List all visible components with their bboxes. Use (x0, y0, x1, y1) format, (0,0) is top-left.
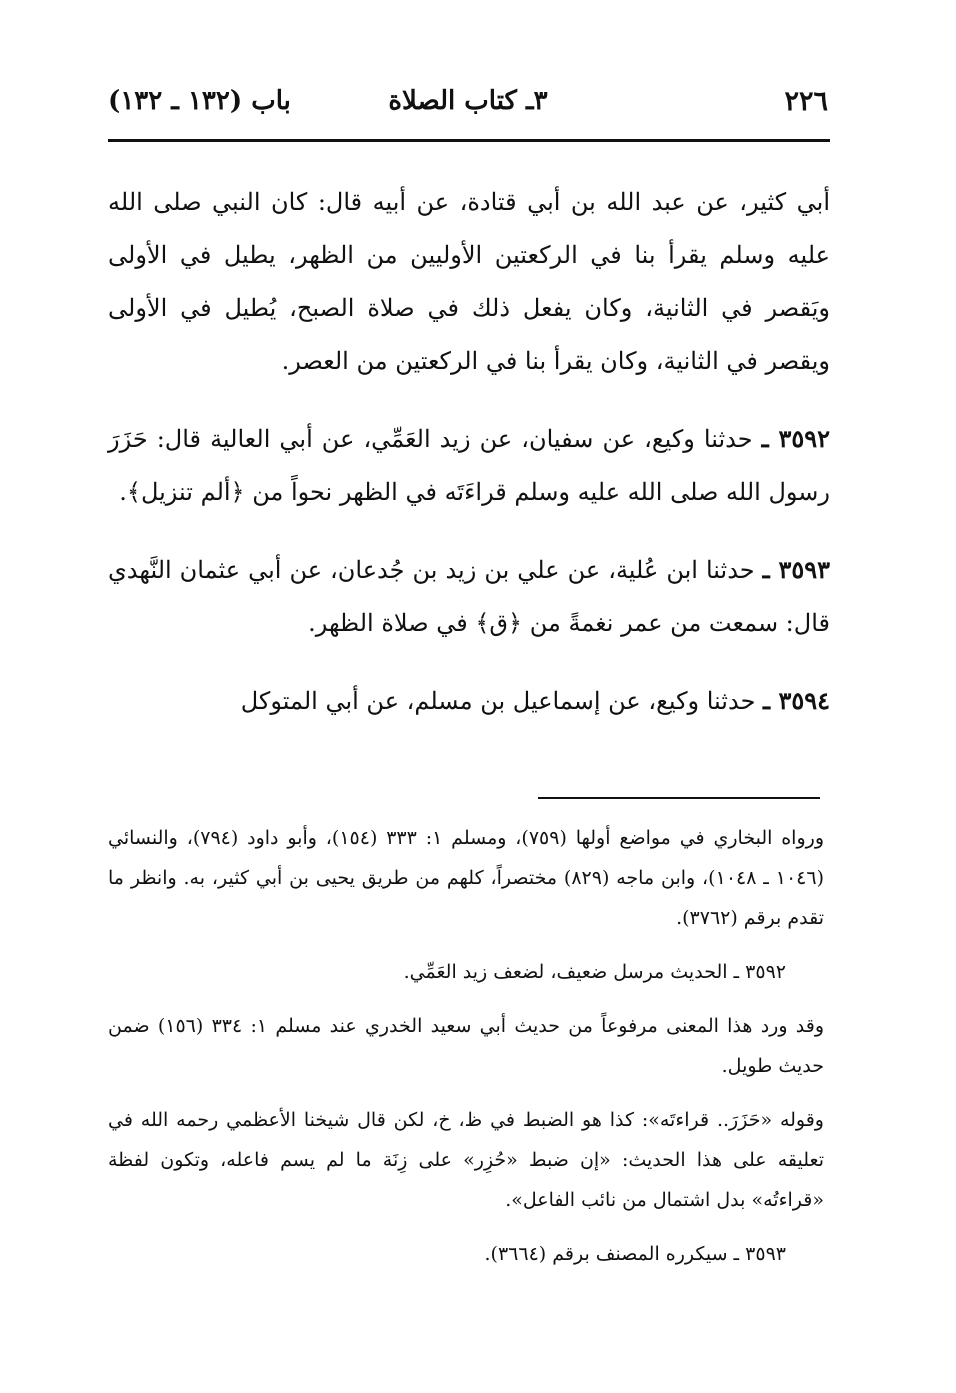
footnote-takhrij: ورواه البخاري في مواضع أولها (٧٥٩)، ومسلم ١: ٣٣٣ (١٥٤)، وأبو داود (٧٩٤)، والنسائي (١٠٤٦ ـ ١٠٤٨)، وابن ماجه (٨٢٩) مختصراً، كلهم من طريق يحيى بن أبي كثير، به. وانظر ما تقدم برقم (٣٧٦٢). (108, 827, 824, 929)
chapter-range: باب (١٣٢ ـ ١٣٢) (108, 86, 291, 116)
footnote-separator (538, 797, 820, 799)
hadith-text: حدثنا ابن عُلية، عن علي بن زيد بن جُدعان، عن أبي عثمان النَّهدي قال: سمعت من عمر نغمةً من ﴿ق﴾ في صلاة الظهر. (108, 556, 830, 637)
page-number: ٢٢٦ (784, 86, 828, 117)
footnote-3593: ٣٥٩٣ ـ سيكرره المصنف برقم (٣٦٦٤). (484, 1243, 786, 1265)
hadith-3594 (108, 674, 830, 728)
running-header (108, 86, 828, 126)
hadith-text: حدثنا وكيع، عن سفيان، عن زيد العَمِّي، عن أبي العالية قال: حَزَرَ رسول الله صلى الله عليه وسلم قراءَتَه في الظهر نحواً من ﴿ألم تنزيل﴾. (108, 425, 830, 506)
hadith-number: ٣٥٩٣ ـ (762, 555, 830, 584)
hadith-text: حدثنا وكيع، عن إسماعيل بن مسلم، عن أبي المتوكل (240, 687, 756, 715)
header-rule (108, 139, 830, 142)
footnotes (108, 818, 824, 1288)
hadith-3592 (108, 412, 830, 519)
hadith-3593 (108, 543, 830, 650)
footnote-3592-note: وقد ورد هذا المعنى مرفوعاً من حديث أبي سعيد الخدري عند مسلم ١: ٣٣٤ (١٥٦) ضمن حديث طويل. (108, 1015, 824, 1077)
main-text (108, 176, 830, 752)
paragraph-continuation: أبي كثير، عن عبد الله بن أبي قتادة، عن أبيه قال: كان النبي صلى الله عليه وسلم يقرأ بنا في الركعتين الأوليين من الظهر، يطيل في الأولى ويَقصر في الثانية، وكان يفعل ذلك في صلاة الصبح، يُطيل في الأولى ويقصر في الثانية، وكان يقرأ بنا في الركعتين من العصر. (108, 188, 830, 375)
hadith-number: ٣٥٩٢ ـ (761, 424, 830, 453)
footnote-3592-wording: وقوله «حَزَرَ.. قراءتَه»: كذا هو الضبط في ظ، خ، لكن قال شيخنا الأعظمي رحمه الله في تعليقه على هذا الحديث: «إن ضبط «حُزِر» على زِنَة ما لم يسم فاعله، وتكون لفظة «قراءتُه» بدل اشتمال من نائب الفاعل». (108, 1109, 824, 1211)
footnote-3592: ٣٥٩٢ ـ الحديث مرسل ضعيف، لضعف زيد العَمِّي. (403, 961, 786, 983)
hadith-number: ٣٥٩٤ ـ (763, 686, 830, 715)
book-title: ٣ـ كتاب الصلاة (388, 86, 548, 116)
